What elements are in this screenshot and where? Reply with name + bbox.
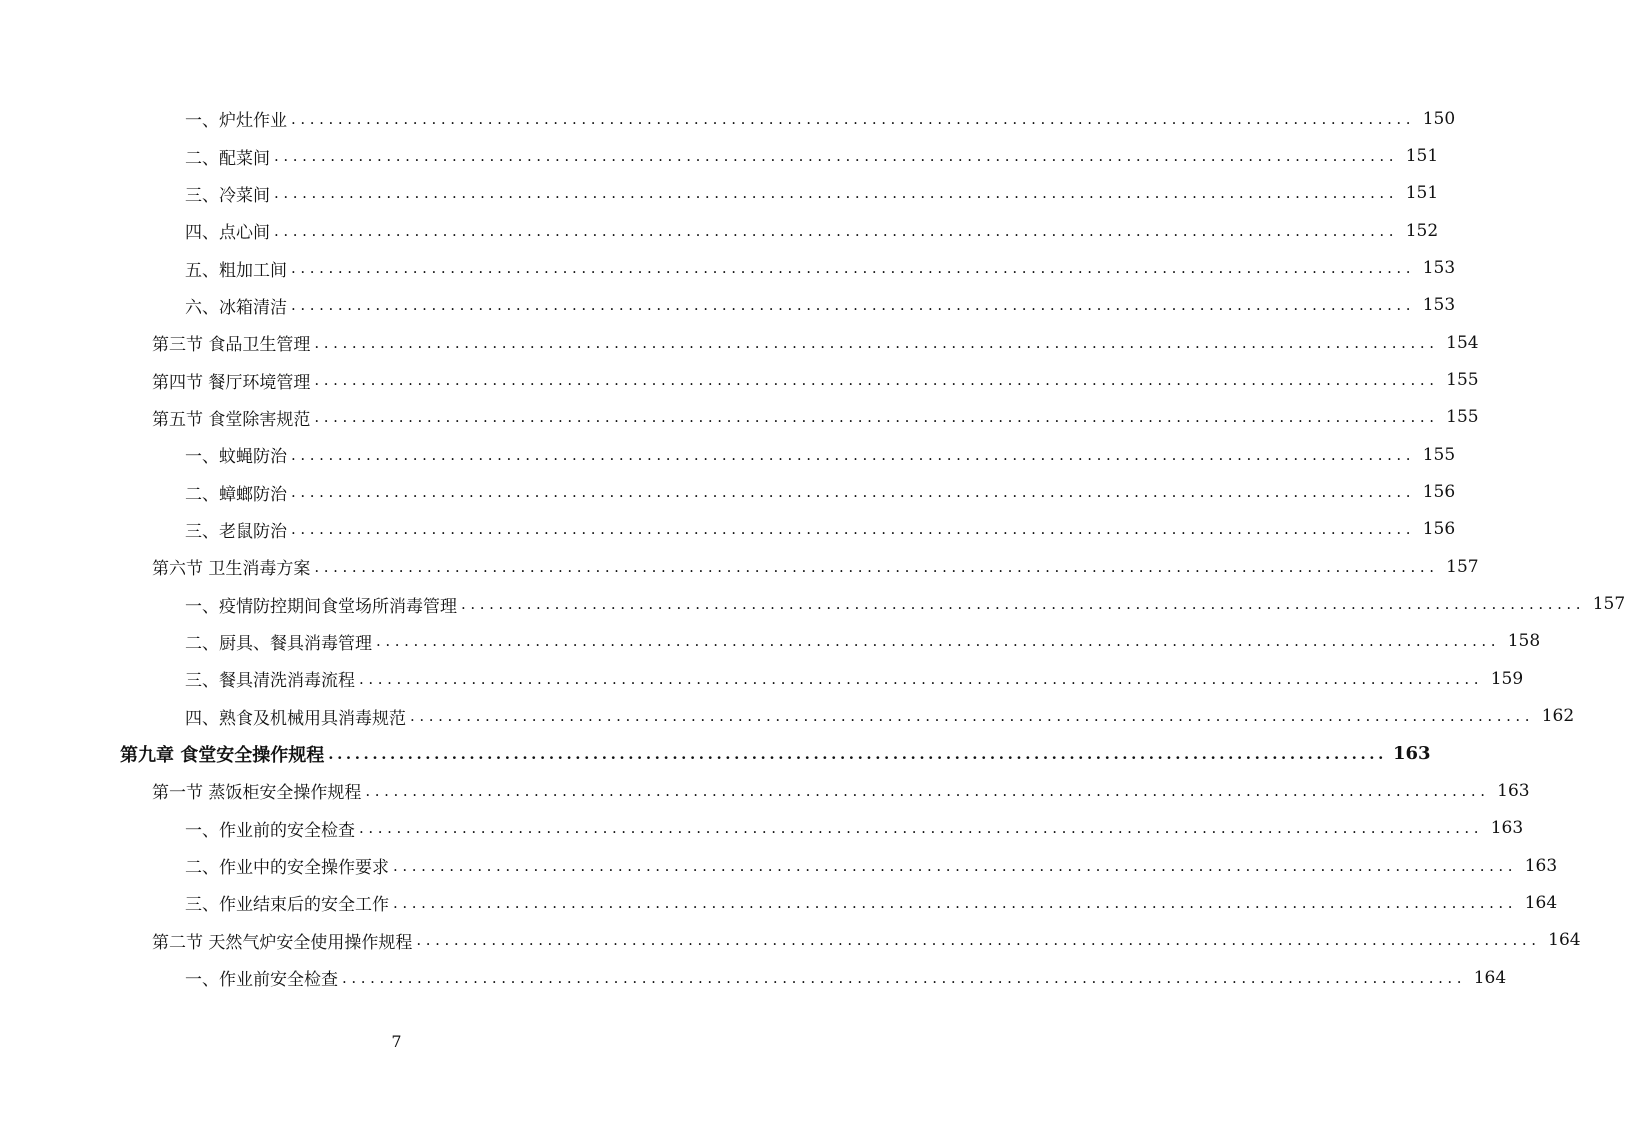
toc-leader-dots: ........................................................................................................................ — [291, 483, 1416, 502]
toc-leader-dots: ........................................................................................................................ — [365, 781, 1490, 800]
toc-entry-page: 155 — [1446, 407, 1479, 428]
toc-section-entry[interactable] — [0, 399, 1479, 436]
toc-leader-dots: ........................................................................................................................ — [291, 259, 1416, 278]
toc-leader-dots: ........................................................................................................................ — [274, 147, 1399, 166]
table-of-contents — [0, 100, 1625, 996]
toc-subsection-entry[interactable] — [0, 847, 1558, 884]
toc-subsection-entry[interactable] — [0, 436, 1456, 473]
toc-subsection-entry[interactable] — [0, 660, 1524, 697]
toc-leader-dots: ........................................................................................................................ — [274, 184, 1399, 203]
toc-entry-page: 164 — [1473, 967, 1507, 988]
toc-subsection-entry[interactable] — [0, 473, 1456, 510]
toc-entry-title: 一、蚊蝇防治 — [185, 447, 287, 468]
toc-entry-page: 151 — [1405, 146, 1439, 167]
toc-subsection-entry[interactable] — [0, 287, 1456, 324]
toc-leader-dots: ........................................................................................................................ — [359, 819, 1484, 838]
toc-section-entry[interactable] — [0, 548, 1479, 585]
toc-entry-page: 163 — [1490, 818, 1524, 839]
toc-subsection-entry[interactable] — [0, 623, 1541, 660]
toc-entry-title: 第九章 食堂安全操作规程 — [120, 744, 325, 766]
toc-subsection-entry[interactable] — [0, 511, 1456, 548]
toc-entry-title: 第二节 天然气炉安全使用操作规程 — [152, 932, 413, 953]
toc-entry-page: 150 — [1422, 108, 1456, 129]
toc-entry-title: 二、蟑螂防治 — [185, 484, 287, 505]
toc-leader-dots: ........................................................................................................................ — [314, 333, 1439, 352]
toc-leader-dots: ........................................................................................................................ — [342, 968, 1467, 987]
toc-subsection-entry[interactable] — [0, 249, 1456, 286]
toc-entry-page: 154 — [1446, 332, 1479, 353]
toc-entry-page: 162 — [1541, 706, 1575, 727]
toc-entry-title: 三、冷菜间 — [185, 185, 270, 206]
toc-leader-dots: ........................................................................................................................ — [416, 931, 1541, 950]
toc-entry-page: 151 — [1405, 183, 1439, 204]
toc-entry-page: 152 — [1405, 220, 1439, 241]
toc-subsection-entry[interactable] — [0, 175, 1439, 212]
toc-entry-title: 二、作业中的安全操作要求 — [185, 858, 389, 879]
toc-leader-dots: ........................................................................................................................ — [393, 856, 1518, 875]
toc-chapter-entry[interactable] — [0, 735, 1431, 772]
toc-entry-page: 163 — [1524, 855, 1558, 876]
page-number: 7 — [391, 1032, 402, 1051]
toc-leader-dots: ........................................................................................................................ — [393, 893, 1518, 912]
toc-entry-page: 155 — [1446, 370, 1479, 391]
toc-subsection-entry[interactable] — [0, 212, 1439, 249]
toc-entry-page: 156 — [1422, 482, 1456, 503]
toc-entry-page: 158 — [1507, 631, 1541, 652]
toc-entry-page: 164 — [1548, 930, 1581, 951]
toc-leader-dots: ........................................................................................................................ — [314, 371, 1439, 390]
toc-leader-dots: ........................................................................................................................ — [328, 744, 1387, 763]
toc-entry-page: 156 — [1422, 519, 1456, 540]
toc-entry-title: 第五节 食堂除害规范 — [152, 409, 311, 430]
toc-entry-page: 157 — [1446, 556, 1479, 577]
toc-leader-dots: ........................................................................................................................ — [314, 408, 1439, 427]
toc-entry-title: 三、作业结束后的安全工作 — [185, 895, 389, 916]
toc-subsection-entry[interactable] — [0, 698, 1575, 735]
toc-leader-dots: ........................................................................................................................ — [291, 109, 1416, 128]
toc-entry-title: 三、老鼠防治 — [185, 521, 287, 542]
toc-entry-page: 163 — [1392, 743, 1431, 765]
toc-entry-title: 五、粗加工间 — [185, 260, 287, 281]
toc-leader-dots: ........................................................................................................................ — [461, 595, 1586, 614]
toc-leader-dots: ........................................................................................................................ — [410, 707, 1535, 726]
toc-entry-page: 155 — [1422, 444, 1456, 465]
toc-entry-page: 153 — [1422, 295, 1456, 316]
toc-subsection-entry[interactable] — [0, 810, 1524, 847]
toc-entry-title: 四、点心间 — [185, 223, 270, 244]
toc-section-entry[interactable] — [0, 324, 1479, 361]
toc-entry-title: 二、厨具、餐具消毒管理 — [185, 633, 372, 654]
toc-subsection-entry[interactable] — [0, 100, 1456, 137]
toc-subsection-entry[interactable] — [0, 585, 1625, 622]
toc-entry-title: 一、疫情防控期间食堂场所消毒管理 — [185, 596, 457, 617]
toc-entry-page: 159 — [1490, 668, 1524, 689]
toc-entry-title: 三、餐具清洗消毒流程 — [185, 671, 355, 692]
toc-leader-dots: ........................................................................................................................ — [359, 669, 1484, 688]
toc-entry-title: 第一节 蒸饭柜安全操作规程 — [152, 783, 362, 804]
toc-leader-dots: ........................................................................................................................ — [291, 296, 1416, 315]
toc-section-entry[interactable] — [0, 361, 1479, 398]
toc-entry-page: 153 — [1422, 258, 1456, 279]
toc-entry-title: 一、炉灶作业 — [185, 111, 287, 132]
toc-entry-title: 一、作业前安全检查 — [185, 970, 338, 991]
toc-subsection-entry[interactable] — [0, 959, 1507, 996]
toc-entry-title: 第三节 食品卫生管理 — [152, 335, 311, 356]
toc-section-entry[interactable] — [0, 922, 1581, 959]
toc-entry-title: 第四节 餐厅环境管理 — [152, 372, 311, 393]
toc-entry-title: 一、作业前的安全检查 — [185, 820, 355, 841]
toc-leader-dots: ........................................................................................................................ — [274, 221, 1399, 240]
toc-entry-title: 四、熟食及机械用具消毒规范 — [185, 708, 406, 729]
toc-entry-page: 163 — [1497, 780, 1530, 801]
toc-leader-dots: ........................................................................................................................ — [376, 632, 1501, 651]
toc-subsection-entry[interactable] — [0, 137, 1439, 174]
toc-leader-dots: ........................................................................................................................ — [291, 445, 1416, 464]
toc-entry-page: 157 — [1592, 594, 1625, 615]
toc-subsection-entry[interactable] — [0, 884, 1558, 921]
toc-entry-page: 164 — [1524, 892, 1558, 913]
toc-leader-dots: ........................................................................................................................ — [314, 557, 1439, 576]
toc-leader-dots: ........................................................................................................................ — [291, 520, 1416, 539]
toc-entry-title: 二、配菜间 — [185, 148, 270, 169]
toc-entry-title: 六、冰箱清洁 — [185, 297, 287, 318]
toc-section-entry[interactable] — [0, 772, 1530, 809]
toc-entry-title: 第六节 卫生消毒方案 — [152, 559, 311, 580]
